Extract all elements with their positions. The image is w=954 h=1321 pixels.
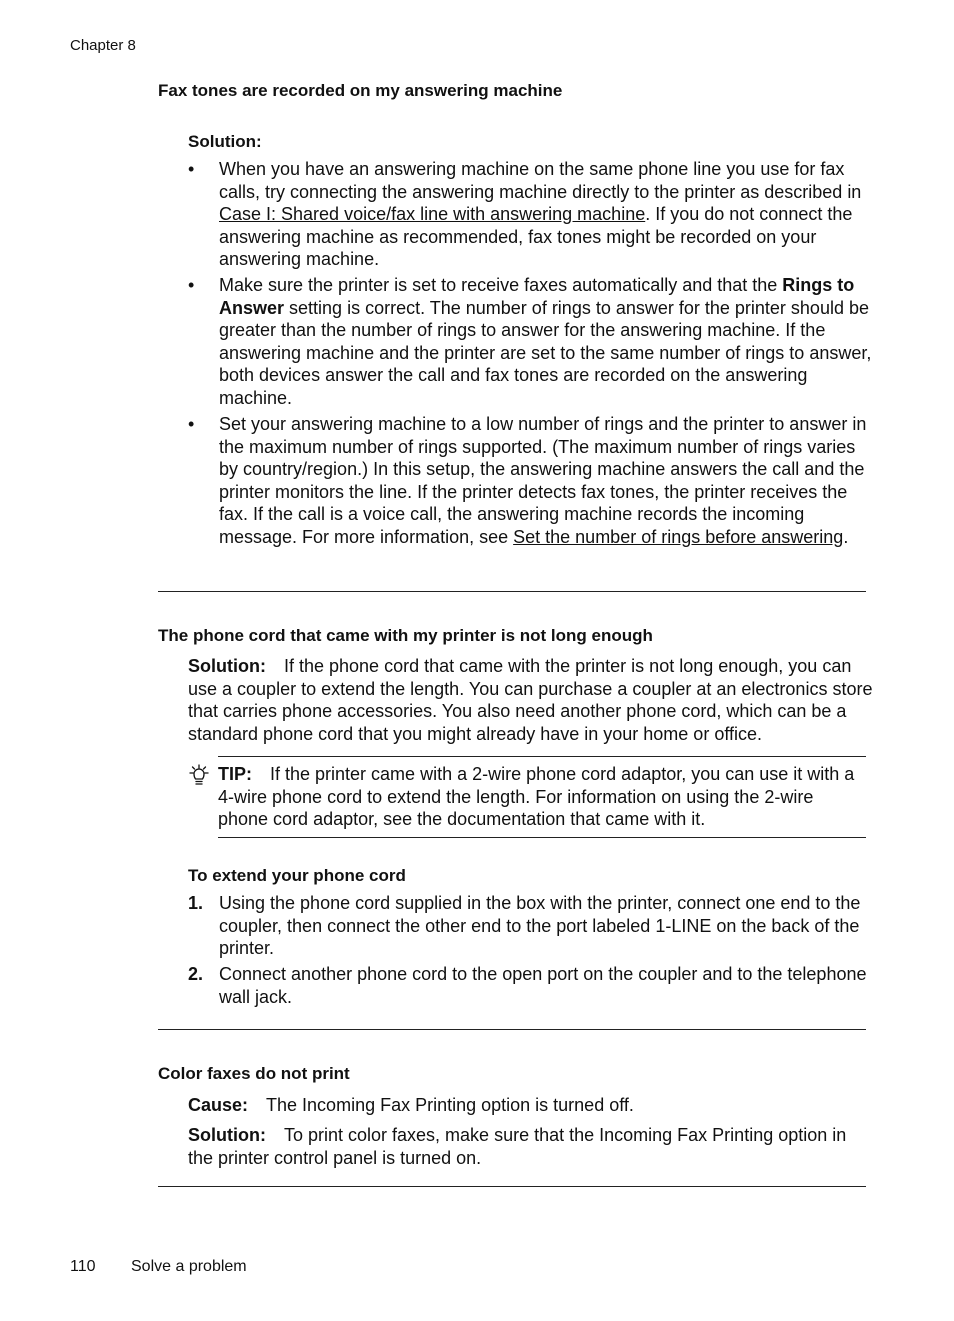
tip-label: TIP: — [218, 764, 252, 784]
solution-label: Solution: — [188, 656, 266, 676]
bullet-text: . — [843, 526, 849, 547]
tip-paragraph — [218, 763, 868, 831]
step-number: 1. — [188, 893, 204, 913]
bullet-text: Set your answering machine to a low number of rings and the printer to answer in the maximum number of rings supported. (The maximum number of rings varies by country/region.) In this setup, the answering machine answers the call and the printer monitors the line. If the printer detects fax tones, the printer receives the fax. If the call is a voice call, the answering machine records the incoming message. For more information, see — [219, 414, 867, 547]
section-divider — [158, 1029, 866, 1030]
section-title-fax-tones: Fax tones are recorded on my answering machine — [158, 81, 563, 100]
cause-label: Cause: — [188, 1095, 249, 1115]
section-title-phone-cord: The phone cord that came with my printer is not long enough — [158, 626, 653, 645]
section-title-color-faxes: Color faxes do not print — [158, 1064, 350, 1083]
rings-to-answer-setting: Rings to Answer — [219, 275, 855, 318]
link-set-rings[interactable]: Set the number of rings before answering — [513, 526, 844, 547]
bullet-text: setting is correct. The number of rings to answer for the printer should be greater than the number of rings to answer for the answering machine. If the answering machine and the printer are set to the same number of rings to answer, both devices answer the call and fax tones are recorded on the answering machine. — [219, 297, 872, 408]
chapter-label: Chapter 8 — [70, 37, 136, 54]
bullet-text: Make sure the printer is set to receive faxes automatically and that the — [219, 275, 783, 295]
lightbulb-icon — [188, 764, 210, 788]
footer-section-name: Solve a problem — [131, 1258, 247, 1275]
bullet-text: When you have an answering machine on the same phone line you use for fax calls, try connecting the answering machine directly to the printer as described in — [219, 159, 862, 202]
solution-paragraph — [188, 655, 873, 745]
tip-bottom-rule — [218, 837, 866, 838]
bullet-marker: • — [188, 275, 195, 295]
bullet-item-2 — [219, 274, 874, 409]
bullet-marker: • — [188, 159, 195, 179]
tip-text: If the printer came with a 2-wire phone cord adaptor, you can use it with a 4-wire phone cord to extend the length. For information on using the 2-wire phone cord adaptor, see the documentation that came with it. — [218, 764, 855, 829]
solution-label: Solution: — [188, 1125, 266, 1145]
solution-paragraph — [188, 1124, 873, 1169]
step-number: 2. — [188, 964, 204, 984]
solution-text: If the phone cord that came with the printer is not long enough, you can use a coupler to extend the length. You can purchase a coupler at an electronics store that carries phone accessories. You also need another phone cord, which can be a standard phone cord that you might already have in your home or office. — [188, 656, 873, 744]
step-text: Using the phone cord supplied in the box with the printer, connect one end to the coupler, then connect the other end to the port labeled 1-LINE on the back of the printer. — [219, 893, 861, 958]
cause-paragraph — [188, 1094, 873, 1117]
solution-text: To print color faxes, make sure that the Incoming Fax Printing option in the printer control panel is turned on. — [188, 1125, 847, 1168]
page-number: 110 — [70, 1258, 96, 1275]
bullet-text: . If you do not connect the answering machine as recommended, fax tones might be recorded on your answering machine. — [219, 204, 853, 269]
section-divider — [158, 591, 866, 592]
bullet-item-1 — [219, 158, 874, 271]
bullet-marker: • — [188, 414, 195, 434]
section-divider — [158, 1186, 866, 1187]
tip-top-rule — [218, 756, 866, 757]
link-case-i[interactable]: Case I: Shared voice/fax line with answering machine — [219, 204, 646, 224]
step-text: Connect another phone cord to the open port on the coupler and to the telephone wall jack. — [219, 964, 867, 1007]
bullet-item-3 — [219, 413, 874, 548]
cause-text: The Incoming Fax Printing option is turned off. — [266, 1095, 634, 1115]
procedure-title: To extend your phone cord — [188, 866, 406, 885]
solution-label: Solution: — [188, 132, 262, 151]
